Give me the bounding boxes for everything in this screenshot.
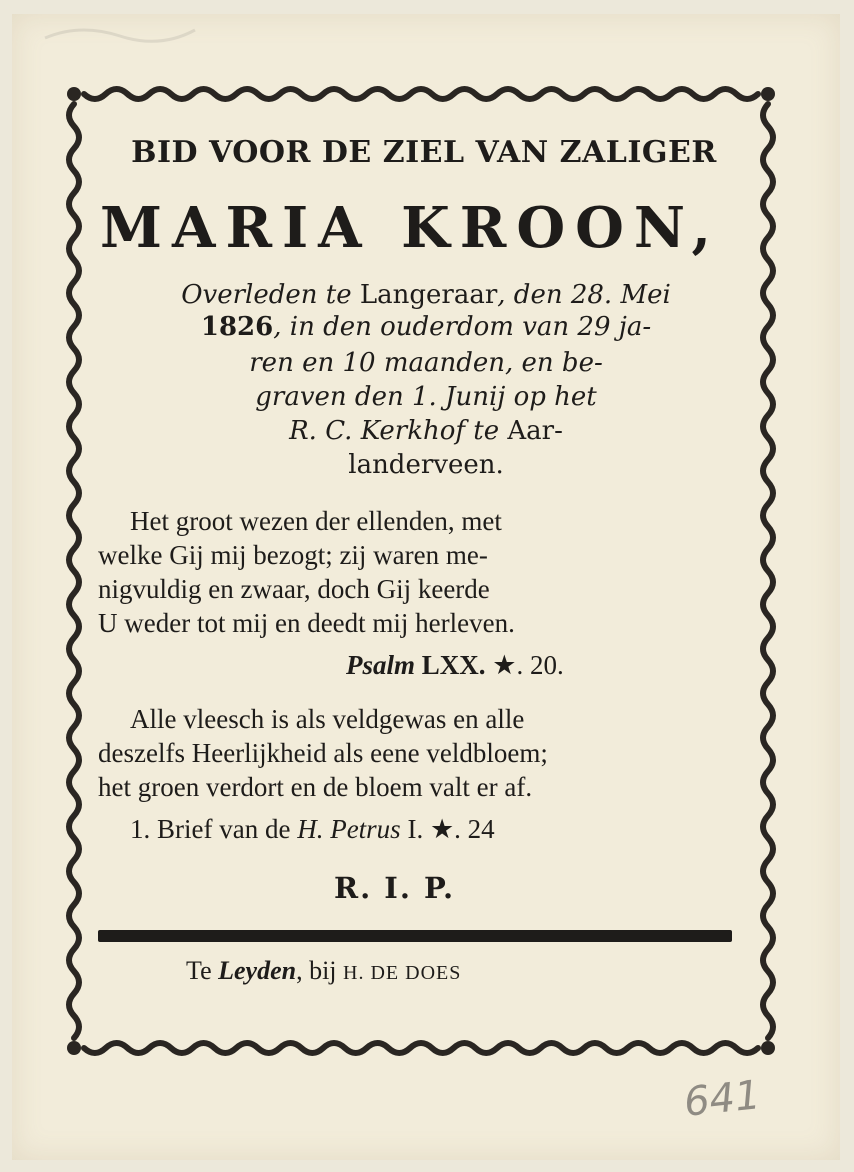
- petrus-reference: [130, 816, 495, 843]
- ref-verse: . 24: [454, 814, 495, 844]
- ref-verse: . 20.: [516, 650, 564, 680]
- corner-star-bottom-left-icon: [67, 1041, 81, 1055]
- psalm-line-1: Het groot wezen der ellenden, met: [130, 506, 502, 536]
- imprint-text: , bij: [296, 956, 344, 985]
- faint-show-through-mark: [40, 18, 200, 48]
- imprint-printer: H. DE DOES: [343, 962, 462, 984]
- deceased-name: MARIA KROON,: [100, 195, 721, 261]
- imprint-text: Te: [186, 956, 219, 985]
- verse-mark-icon: ★: [429, 814, 455, 844]
- psalm-line-3: nigvuldig en zwaar, doch Gij keerde: [98, 574, 490, 604]
- bio-text: , den 28. Mei: [497, 280, 671, 310]
- ref-book: Psalm: [346, 650, 416, 680]
- ref-chapter: I.: [400, 814, 430, 844]
- horizontal-rule: [98, 930, 732, 942]
- bio-place: Aar-: [507, 416, 563, 446]
- bio-line-5: [96, 418, 756, 444]
- archive-number-pencil: 641: [681, 1072, 763, 1126]
- border-left-wave: [69, 104, 79, 1038]
- petrus-line-1: Alle vleesch is als veldgewas en alle: [130, 704, 525, 734]
- border-bottom-wave: [84, 1043, 758, 1053]
- petrus-line-3: het groen verdort en de bloem valt er af.: [98, 772, 533, 802]
- corner-star-bottom-right-icon: [761, 1041, 775, 1055]
- bio-line-6: landerveen.: [348, 450, 504, 480]
- imprint-city: Leyden: [218, 956, 297, 985]
- bio-line-1: [96, 282, 756, 308]
- bio-text: , in den ouderdom van 29 ja-: [273, 312, 652, 342]
- petrus-line-2: deszelfs Heerlijkheid als eene veldbloem;: [98, 738, 548, 768]
- ref-chapter: LXX.: [415, 650, 493, 680]
- border-right-wave: [763, 104, 773, 1038]
- rip-text: R. I. P.: [334, 871, 456, 905]
- bio-place: Langeraar: [359, 280, 498, 310]
- ref-book: H. Petrus: [297, 814, 401, 844]
- psalm-reference: [346, 652, 564, 679]
- bio-line-4: graven den 1. Junij op het: [255, 382, 597, 412]
- bio-text: Overleden te: [181, 280, 360, 310]
- corner-star-top-left-icon: [67, 87, 81, 101]
- border-top-wave: [84, 89, 758, 99]
- bio-text: R. C. Kerkhof te: [289, 416, 508, 446]
- bio-line-3: ren en 10 maanden, en be-: [249, 348, 603, 378]
- ref-text: 1. Brief van de: [130, 814, 298, 844]
- bio-line-2: [96, 314, 756, 340]
- corner-star-top-right-icon: [761, 87, 775, 101]
- psalm-line-4: U weder tot mij en deedt mij herleven.: [98, 608, 515, 638]
- card-heading: BID VOOR DE ZIEL VAN ZALIGER: [131, 135, 717, 170]
- psalm-line-2: welke Gij mij bezogt; zij waren me-: [98, 540, 488, 570]
- bio-year: 1826: [200, 312, 274, 342]
- printer-imprint: [186, 958, 461, 984]
- verse-mark-icon: ★: [492, 650, 517, 680]
